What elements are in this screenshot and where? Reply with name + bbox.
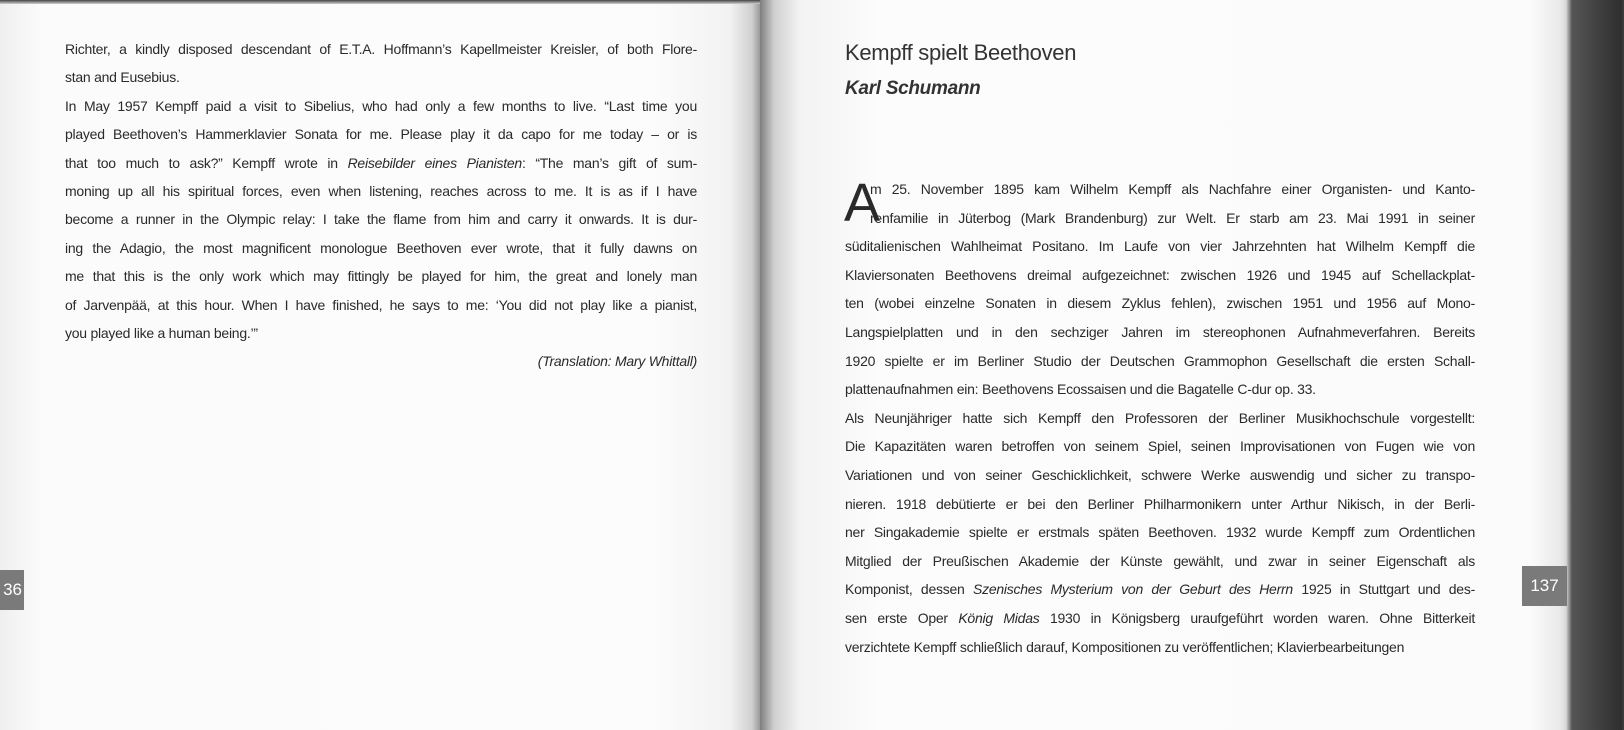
italic-text: Szenisches Mysterium von der Geburt des Herrn xyxy=(972,581,1293,598)
text-line xyxy=(870,178,1475,200)
text-line xyxy=(65,294,697,316)
text-line xyxy=(65,350,697,372)
text-segment: sen erste Oper xyxy=(845,610,959,626)
text-segment: : “The man’s gift of sum- xyxy=(521,154,697,171)
text-line xyxy=(65,123,697,145)
text-segment: Mitglied der Preußischen Akademie der Künste gewählt, und zwar in seiner Eigenschaft als xyxy=(845,552,1475,569)
text-line xyxy=(845,292,1475,314)
text-segment: ing the Adagio, the most magnificent monologue Beethoven ever wrote, that it fully dawns on xyxy=(65,239,697,256)
page-top-edge xyxy=(0,0,760,4)
text-segment: moning up all his spiritual forces, even when listening, reaches across to me. It is as if I have xyxy=(65,183,697,199)
page-number-right: 137 xyxy=(1522,566,1567,606)
text-line xyxy=(845,464,1475,486)
text-segment: 1925 in Stuttgart und des- xyxy=(1292,581,1475,598)
text-line xyxy=(65,95,697,117)
text-segment: Variationen und von seiner Geschicklichkeit, schwere Werke auswendig und sicher zu transpo- xyxy=(845,467,1475,483)
text-segment: that too much to ask?” Kempff wrote in xyxy=(65,154,348,171)
text-segment: verzichtete Kempff schließlich darauf, Kompositionen zu veröffentlichen; Klavierbearbeitungen xyxy=(845,638,1405,655)
text-segment: Richter, a kindly disposed descendant of E.T.A. Hoffmann’s Kapellmeister Kreisler, of both Flore- xyxy=(65,41,697,57)
text-segment: me that this is the only work which may fittingly be played for him, the great and lonely man xyxy=(65,268,697,285)
italic-text: Reisebilder eines Pianisten xyxy=(347,154,522,171)
text-segment: Klaviersonaten Beethovens dreimal aufgezeichnet: zwischen 1926 und 1945 auf Schellackplat- xyxy=(845,266,1475,283)
text-segment: of Jarvenpää, at this hour. When I have finished, he says to me: ‘You did not play like a pianist, xyxy=(65,296,697,313)
text-line xyxy=(845,493,1475,515)
text-line xyxy=(65,66,697,88)
text-line xyxy=(845,607,1475,629)
text-line xyxy=(65,152,697,174)
text-line xyxy=(845,636,1475,658)
text-line xyxy=(65,322,697,344)
page-number-left: 36 xyxy=(0,570,24,610)
text-line xyxy=(845,435,1475,457)
text-segment: In May 1957 Kempff paid a visit to Sibelius, who had only a few months to live. “Last time you xyxy=(65,97,697,114)
left-page xyxy=(0,0,760,730)
text-segment: become a runner in the Olympic relay: I take the flame from him and carry it onwards. It is dur- xyxy=(65,211,697,228)
text-segment: you played like a human being.’” xyxy=(65,325,258,341)
text-segment: Langspielplatten und in den sechziger Jahren im stereophonen Aufnahmeverfahren. Bereits xyxy=(845,324,1475,340)
italic-text: (Translation: Mary Whittall) xyxy=(537,353,697,370)
text-line xyxy=(845,550,1475,572)
text-segment: Als Neunjähriger hatte sich Kempff den Professoren der Berliner Musikhochschule vorgestellt: xyxy=(845,409,1475,426)
text-segment: plattenaufnahmen ein: Beethovens Ecossaisen und die Bagatelle C-dur op. 33. xyxy=(845,381,1316,398)
text-segment: played Beethoven’s Hammerklavier Sonata for me. Please play it da capo for me today – or is xyxy=(65,126,697,143)
article-title: Kempff spielt Beethoven xyxy=(845,40,1077,65)
text-segment: ner Singakademie spielte er erstmals späten Beethoven. 1932 wurde Kempff zum Ordentlichen xyxy=(845,524,1475,541)
text-line xyxy=(845,264,1475,286)
text-segment: 1920 spielte er im Berliner Studio der Deutschen Grammophon Gesellschaft die ersten Schall- xyxy=(845,352,1475,369)
text-line xyxy=(845,321,1475,343)
text-line xyxy=(65,38,697,60)
drop-cap: A xyxy=(844,173,881,233)
text-segment: süditalienischen Wahlheimat Positano. Im Laufe von vier Jahrzehnten hat Wilhelm Kempff die xyxy=(845,238,1475,255)
text-line xyxy=(845,350,1475,372)
text-segment: Die Kapazitäten waren betroffen von seinem Spiel, seinen Improvisationen von Fugen wie von xyxy=(845,438,1475,455)
article-author: Karl Schumann xyxy=(845,78,981,99)
text-line xyxy=(845,578,1475,600)
text-line xyxy=(65,180,697,202)
text-line xyxy=(845,235,1475,257)
text-line xyxy=(65,265,697,287)
text-segment: renfamilie in Jüterbog (Mark Brandenburg) zur Welt. Er starb am 23. Mai 1991 in seiner xyxy=(870,209,1475,226)
text-segment: nieren. 1918 debütierte er bei den Berliner Philharmonikern unter Arthur Nikisch, in der Berli- xyxy=(845,495,1475,512)
text-segment: stan and Eusebius. xyxy=(65,69,180,86)
text-line xyxy=(845,378,1475,400)
text-line xyxy=(870,207,1475,229)
text-segment: ten (wobei einzelne Sonaten in diesem Zyklus fehlen), zwischen 1951 und 1956 auf Mono- xyxy=(845,295,1475,312)
text-line xyxy=(845,407,1475,429)
text-line xyxy=(65,237,697,259)
text-line xyxy=(845,521,1475,543)
text-line xyxy=(65,208,697,230)
right-page xyxy=(760,0,1622,730)
text-segment: m 25. November 1895 kam Wilhelm Kempff als Nachfahre einer Organisten- und Kanto- xyxy=(870,181,1475,197)
text-segment: 1930 in Königsberg uraufgeführt worden waren. Ohne Bitterkeit xyxy=(1039,610,1475,626)
text-segment: Komponist, dessen xyxy=(845,581,973,598)
italic-text: König Midas xyxy=(958,610,1040,626)
